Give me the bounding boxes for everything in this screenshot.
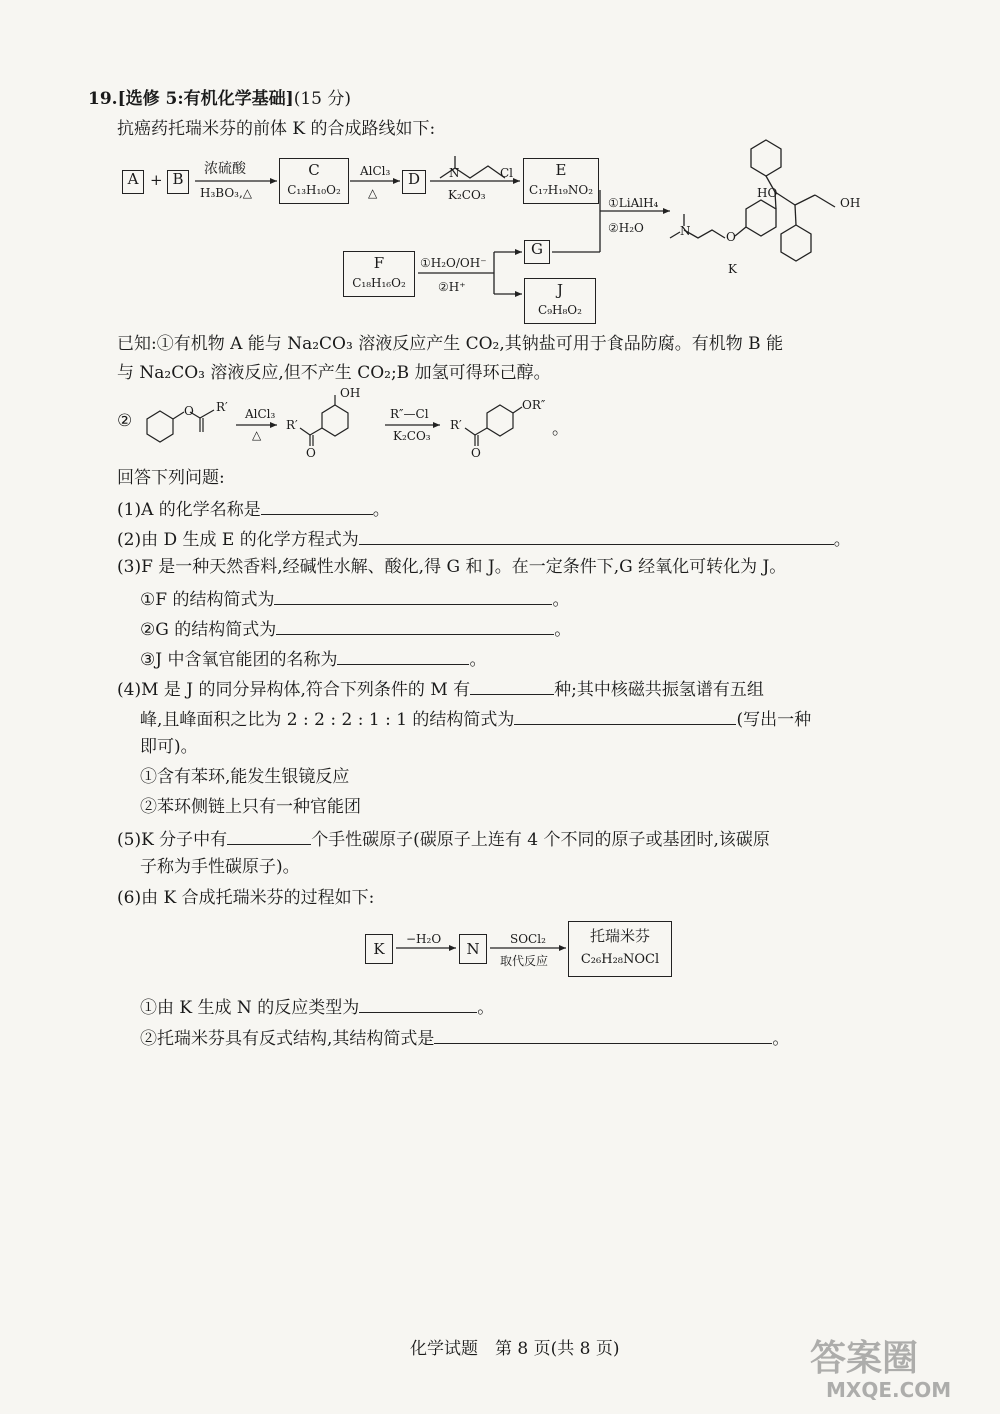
q6-socl2: SOCl₂ xyxy=(510,932,546,946)
q3-s3-end: 。 xyxy=(469,650,487,670)
q2-text: (2)由 D 生成 E 的化学方程式为 xyxy=(117,530,359,550)
compound-e-label: E xyxy=(555,161,567,179)
q6-s1-end: 。 xyxy=(477,998,495,1018)
rx-r-prime-1: R′ xyxy=(216,400,228,414)
rx-alkyl-chloride: R″—Cl xyxy=(390,407,429,421)
q4-line-3: 即可)。 xyxy=(140,737,198,757)
reagent-heat: △ xyxy=(368,186,378,200)
q1-end: 。 xyxy=(372,500,390,520)
reagent-water: ②H₂O xyxy=(608,221,644,235)
compound-b-box: B xyxy=(167,170,189,194)
q6-s1-answer-blank[interactable] xyxy=(359,994,477,1013)
question-tag: [选修 5:有机化学基础] xyxy=(117,89,294,109)
rx-alcl3: AlCl₃ xyxy=(245,407,276,421)
q5-text-a: (5)K 分子中有 xyxy=(117,830,228,850)
q6-stem: (6)由 K 合成托瑞米芬的过程如下: xyxy=(117,888,375,908)
q3-s1-text: ①F 的结构简式为 xyxy=(140,590,275,610)
compound-a-box: A xyxy=(122,170,144,194)
q6-n-box: N xyxy=(459,934,487,964)
watermark-url: MXQE.COM xyxy=(826,1378,952,1402)
rx-r-prime-2: R′ xyxy=(286,418,298,432)
q6-s2-answer-blank[interactable] xyxy=(434,1025,772,1044)
reagent-lialh4: ①LiAlH₄ xyxy=(608,196,659,210)
q4-text-b: 种;其中核磁共振氢谱有五组 xyxy=(554,680,764,700)
q4-condition-1: ①含有苯环,能发生银镜反应 xyxy=(140,767,350,787)
q3-s2-end: 。 xyxy=(554,620,572,640)
rx-period: 。 xyxy=(552,419,569,439)
k-oh-left: HO xyxy=(757,186,778,200)
question-score: (15 分) xyxy=(293,89,351,109)
reagent-hydrolysis: ①H₂O/OH⁻ xyxy=(420,256,487,270)
q5-text-b: 个手性碳原子(碳原子上连有 4 个不同的原子或基团时,该碳原 xyxy=(311,830,770,850)
compound-d-box: D xyxy=(402,170,426,194)
q6-substitution: 取代反应 xyxy=(500,954,549,968)
q1-text: (1)A 的化学名称是 xyxy=(117,500,261,520)
q2-end: 。 xyxy=(833,530,851,550)
rx-carbonyl-o-3: O xyxy=(471,446,481,460)
reagent-k2co3: K₂CO₃ xyxy=(448,188,486,202)
q4-condition-2: ②苯环侧链上只有一种官能团 xyxy=(140,797,361,817)
known-line-2: 与 Na₂CO₃ 溶液反应,但不产生 CO₂;B 加氢可得环己醇。 xyxy=(117,363,551,383)
question-number: 19. xyxy=(88,89,118,109)
q6-product-box xyxy=(568,921,672,977)
page-footer: 化学试题 第 8 页(共 8 页) xyxy=(410,1339,620,1359)
q6-product-formula: C₂₆H₂₈NOCl xyxy=(580,952,660,967)
compound-c-label: C xyxy=(308,161,320,179)
plus-sign: + xyxy=(150,171,163,189)
q5-line-2: 子称为手性碳原子)。 xyxy=(140,857,300,877)
reagent-amine-cl: Cl xyxy=(500,166,514,180)
q3-stem: (3)F 是一种天然香料,经碱性水解、酸化,得 G 和 J。在一定条件下,G 经氧化可转化为 J。 xyxy=(117,557,787,577)
q3-s3-text: ③J 中含氧官能团的名称为 xyxy=(140,650,338,670)
rx-ester-o: O xyxy=(184,404,194,418)
reagent-alcl3: AlCl₃ xyxy=(360,164,391,178)
answer-intro: 回答下列问题: xyxy=(117,468,225,488)
q4-text-a: (4)M 是 J 的同分异构体,符合下列条件的 M 有 xyxy=(117,680,471,700)
rx-r-prime-3: R′ xyxy=(450,418,462,432)
q6-s2-end: 。 xyxy=(772,1029,790,1049)
compound-j-formula: C₉H₈O₂ xyxy=(538,303,582,317)
q6-s1-text: ①由 K 生成 N 的反应类型为 xyxy=(140,998,360,1018)
compound-f-label: F xyxy=(373,254,385,272)
rx-oh: OH xyxy=(340,386,361,400)
q3-s2-text: ②G 的结构简式为 xyxy=(140,620,277,640)
q6-s2-text: ②托瑞米芬具有反式结构,其结构简式是 xyxy=(140,1029,435,1049)
rx-carbonyl-o-2: O xyxy=(306,446,316,460)
q6-sub-2 xyxy=(140,1025,789,1050)
q6-sub-1 xyxy=(140,994,494,1019)
known-line-1: 已知:①有机物 A 能与 Na₂CO₃ 溶液反应产生 CO₂,其钠盐可用于食品防腐。有机物 B 能 xyxy=(117,334,784,354)
reagent-acid: ②H⁺ xyxy=(438,280,466,294)
q4-text-d: (写出一种 xyxy=(736,710,812,730)
k-ether-o: O xyxy=(726,230,736,244)
question-intro: 抗癌药托瑞米芬的前体 K 的合成路线如下: xyxy=(117,119,436,139)
rx-k2co3: K₂CO₃ xyxy=(393,429,431,443)
k-amine-n: N xyxy=(680,224,691,238)
q6-product-name: 托瑞米芬 xyxy=(589,927,650,945)
watermark-logo: 答案圈 xyxy=(810,1337,919,1379)
q4-text-c: 峰,且峰面积之比为 2 : 2 : 2 : 1 : 1 的结构简式为 xyxy=(140,710,515,730)
reagent-h2so4: 浓硫酸 xyxy=(204,161,246,177)
reagent-h3bo3: H₃BO₃,△ xyxy=(200,186,253,200)
q6-k-box: K xyxy=(365,934,393,964)
compound-f-formula: C₁₈H₁₆O₂ xyxy=(352,276,406,290)
reagent-amine-n: N xyxy=(449,166,460,180)
q6-dehydration: −H₂O xyxy=(406,932,442,946)
rx-or-group: OR″ xyxy=(522,398,546,412)
known-item-2: ② xyxy=(117,411,133,431)
compound-c-formula: C₁₃H₁₀O₂ xyxy=(287,183,341,197)
compound-k-label: K xyxy=(728,262,737,276)
compound-g-box: G xyxy=(524,240,550,264)
compound-e-formula: C₁₇H₁₉NO₂ xyxy=(528,183,594,197)
compound-j-label: J xyxy=(556,281,563,299)
rx-heat: △ xyxy=(252,428,262,442)
k-oh-right: OH xyxy=(840,196,861,210)
q3-s1-end: 。 xyxy=(552,590,570,610)
